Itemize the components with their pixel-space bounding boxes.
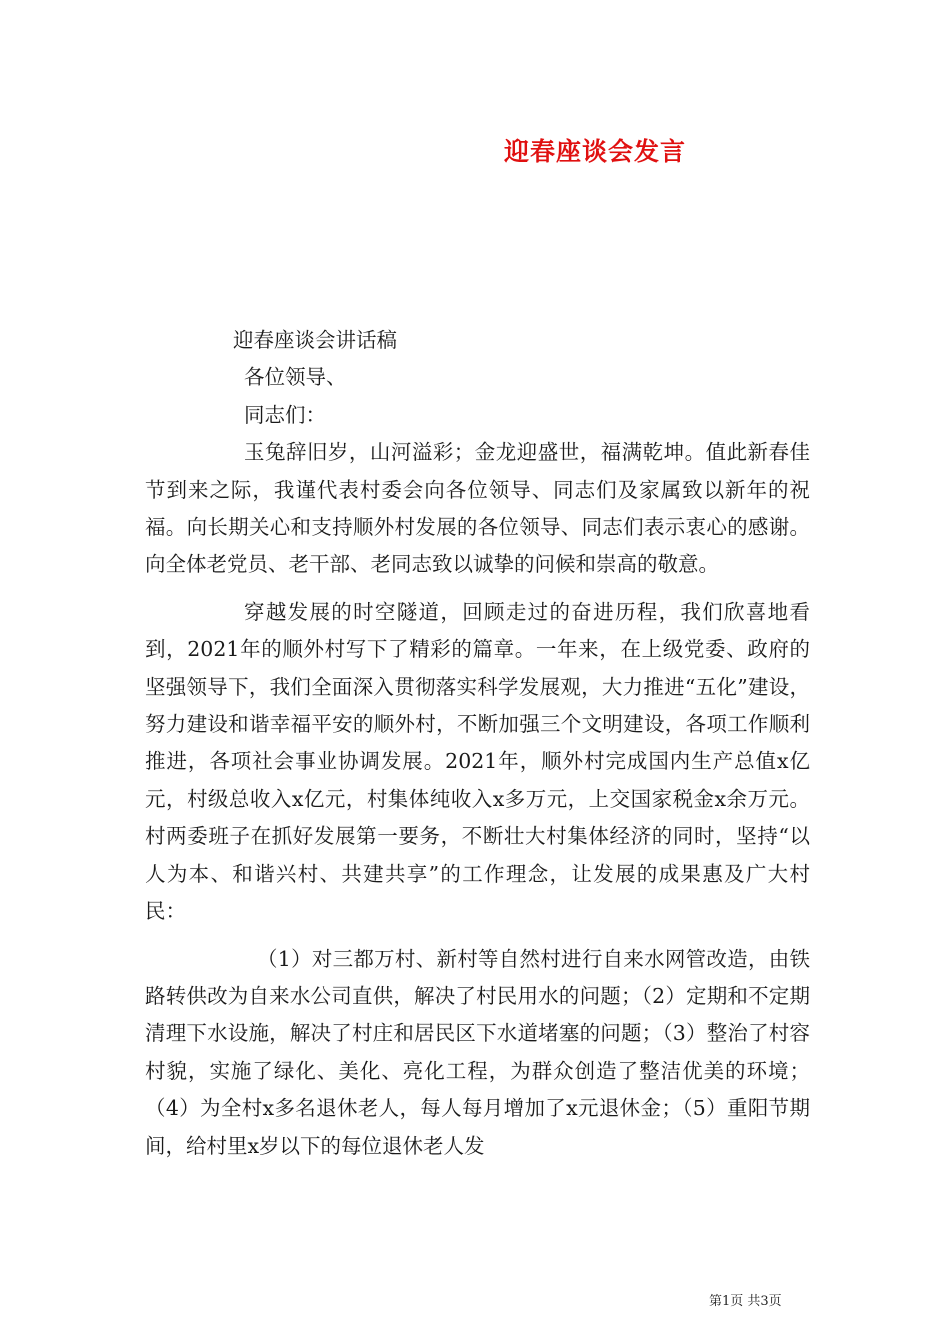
salutation-comrades: 同志们：: [244, 402, 326, 427]
paragraph-review: 穿越发展的时空隧道，回顾走过的奋进历程，我们欣喜地看到，2021年的顺外村写下了精彩的篇章。一年来，在上级党委、政府的坚强领导下，我们全面深入贯彻落实科学发展观，大力推进“五化”建设，努力建设和谐幸福平安的顺外村，不断加强三个文明建设，各项工作顺利推进，各项社会事业协调发展。2021年，顺外村完成国内生产总值x亿元，村级总收入x亿元，村集体纯收入x多万元，上交国家税金x余万元。村两委班子在抓好发展第一要务，不断壮大村集体经济的同时，坚持“以人为本、和谐兴村、共建共享”的工作理念，让发展的成果惠及广大村民：: [145, 599, 810, 924]
document-body: [145, 322, 810, 1165]
speech-title: 迎春座谈会讲话稿: [233, 328, 397, 352]
document-title: 迎春座谈会发言: [503, 137, 686, 166]
salutation-leaders: 各位领导、: [244, 365, 347, 390]
paragraph-greeting: 玉兔辞旧岁，山河溢彩；金龙迎盛世，福满乾坤。值此新春佳节到来之际，我谨代表村委会向各位领导、同志们及家属致以新年的祝福。向长期关心和支持顺外村发展的各位领导、同志们表示衷心的感谢。向全体老党员、老干部、老同志致以诚挚的问候和崇高的敬意。: [145, 440, 810, 577]
paragraph-achievements: （1）对三都万村、新村等自然村进行自来水网管改造，由铁路转供改为自来水公司直供，解决了村民用水的问题；（2）定期和不定期清理下水设施，解决了村庄和居民区下水道堵塞的问题；（3）整治了村容村貌，实施了绿化、美化、亮化工程，为群众创造了整洁优美的环境；（4）为全村x多名退休老人，每人每月增加了x元退休金；（5）重阳节期间，给村里x岁以下的每位退休老人发: [145, 946, 810, 1158]
page-number: 第1页 共3页: [709, 1294, 782, 1309]
